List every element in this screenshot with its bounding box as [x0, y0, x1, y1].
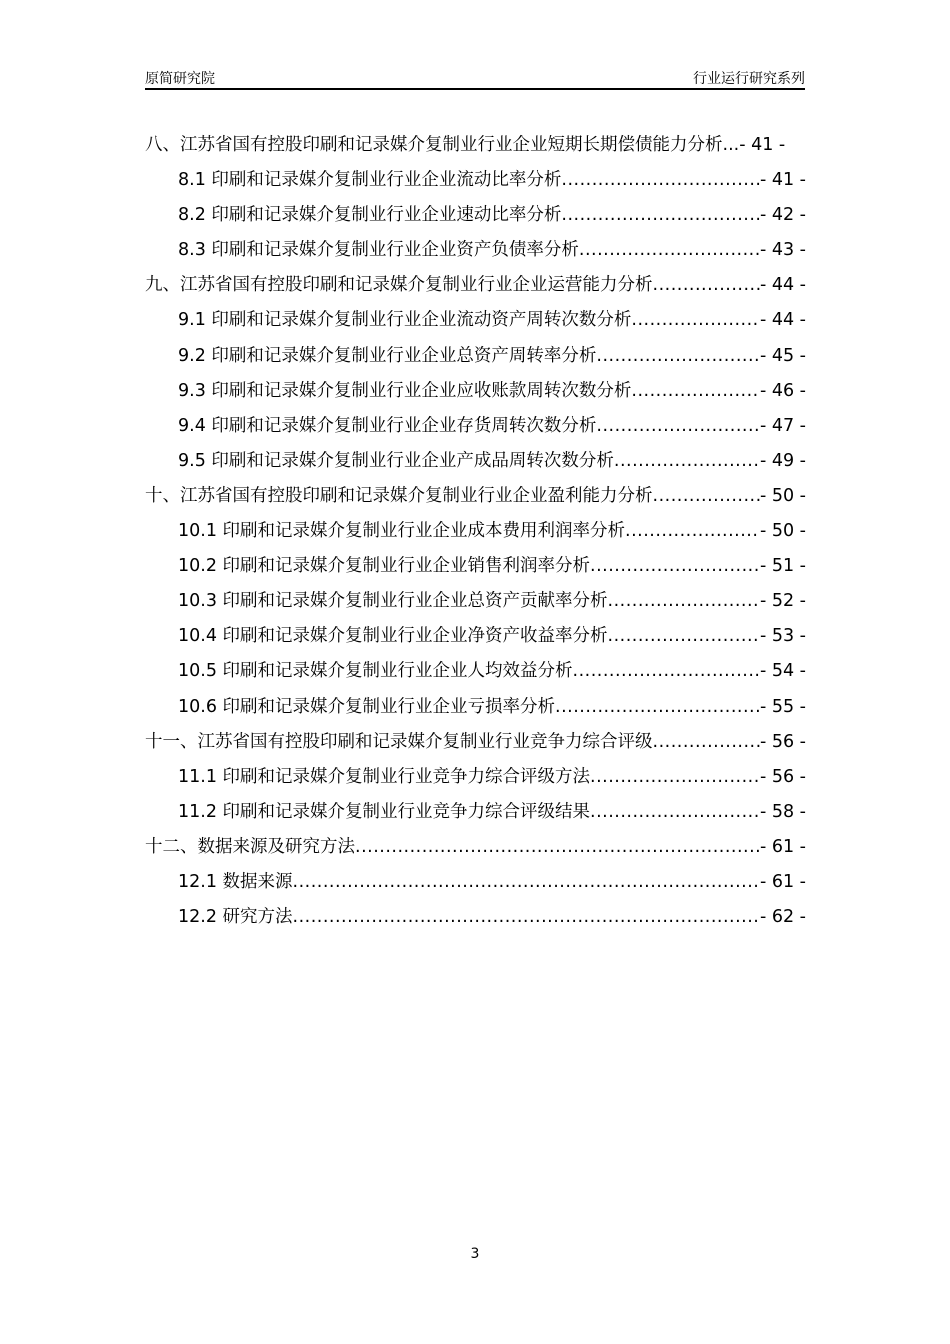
toc-entry[interactable]: [145, 654, 806, 689]
toc-leader: [608, 619, 760, 654]
toc-entry[interactable]: [145, 409, 806, 444]
toc-entry-title: 8.2 印刷和记录媒介复制业行业企业速动比率分析: [178, 205, 562, 226]
toc-entry-page: - 50 -: [759, 485, 806, 506]
toc-entry[interactable]: [145, 725, 806, 760]
toc-entry-page: - 41 -: [759, 170, 806, 191]
toc-entry-title: 八、江苏省国有控股印刷和记录媒介复制业行业企业短期长期偿债能力分析: [145, 135, 723, 155]
toc-entry[interactable]: [145, 760, 806, 795]
toc-entry-title: 8.1 印刷和记录媒介复制业行业企业流动比率分析: [178, 170, 562, 191]
toc-entry[interactable]: [145, 865, 806, 900]
toc-entry-title: 9.5 印刷和记录媒介复制业行业企业产成品周转次数分析: [178, 450, 614, 471]
toc-entry-title: 11.2 印刷和记录媒介复制业行业竞争力综合评级结果: [178, 801, 591, 822]
toc-entry-title: 10.2 印刷和记录媒介复制业行业企业销售利润率分析: [178, 556, 591, 577]
toc-leader: ...: [722, 135, 740, 155]
toc-entry-title: 9.3 印刷和记录媒介复制业行业企业应收账款周转次数分析: [178, 380, 632, 401]
toc-entry[interactable]: [145, 268, 806, 303]
toc-entry-page: - 47 -: [759, 415, 806, 436]
toc-entry-page: - 46 -: [759, 380, 806, 401]
toc-entry[interactable]: [145, 795, 806, 830]
toc-entry-title: 10.6 印刷和记录媒介复制业行业企业亏损率分析: [178, 696, 556, 717]
toc-entry-title: 9.2 印刷和记录媒介复制业行业企业总资产周转率分析: [178, 345, 597, 366]
toc-leader: [596, 409, 760, 444]
toc-leader: [573, 654, 760, 689]
toc-entry-page: - 62 -: [759, 907, 806, 928]
toc-entry-title: 11.1 印刷和记录媒介复制业行业竞争力综合评级方法: [178, 766, 591, 787]
toc-entry-page: - 56 -: [759, 731, 806, 752]
toc-leader: [590, 795, 760, 830]
toc-entry[interactable]: [145, 198, 806, 233]
table-of-contents: [145, 128, 806, 935]
toc-entry-title: 十一、江苏省国有控股印刷和记录媒介复制业行业竞争力综合评级: [145, 731, 653, 752]
toc-entry-title: 10.5 印刷和记录媒介复制业行业企业人均效益分析: [178, 661, 573, 682]
toc-entry-title: 十、江苏省国有控股印刷和记录媒介复制业行业企业盈利能力分析: [145, 485, 653, 506]
toc-entry-page: - 54 -: [759, 661, 806, 682]
toc-leader: [561, 198, 760, 233]
toc-leader: [596, 339, 760, 374]
toc-entry[interactable]: [145, 374, 806, 409]
toc-entry-page: - 52 -: [759, 591, 806, 612]
toc-entry[interactable]: [145, 163, 806, 198]
toc-entry-page: - 42 -: [759, 205, 806, 226]
toc-leader: [614, 444, 760, 479]
toc-entry-page: - 58 -: [759, 801, 806, 822]
toc-entry-page: - 44 -: [759, 275, 806, 296]
toc-leader: [555, 690, 760, 725]
toc-entry-page: - 51 -: [759, 556, 806, 577]
toc-entry[interactable]: [145, 690, 806, 725]
toc-entry-title: 10.3 印刷和记录媒介复制业行业企业总资产贡献率分析: [178, 591, 608, 612]
page-header: [145, 66, 805, 90]
toc-entry[interactable]: [145, 444, 806, 479]
toc-entry[interactable]: [145, 339, 806, 374]
toc-leader: [293, 865, 760, 900]
toc-entry-title: 10.4 印刷和记录媒介复制业行业企业净资产收益率分析: [178, 626, 608, 647]
toc-entry[interactable]: [145, 619, 806, 654]
header-left: 原简研究院: [145, 71, 215, 87]
toc-entry[interactable]: [145, 514, 806, 549]
toc-leader: [590, 549, 760, 584]
toc-entry[interactable]: [145, 479, 806, 514]
toc-leader: [653, 268, 760, 303]
toc-entry[interactable]: [145, 830, 806, 865]
toc-entry[interactable]: [145, 128, 806, 163]
toc-leader: [355, 830, 760, 865]
toc-entry-page: - 49 -: [759, 450, 806, 471]
page-number: 3: [470, 1246, 480, 1262]
toc-entry-title: 8.3 印刷和记录媒介复制业行业企业资产负债率分析: [178, 240, 579, 261]
toc-leader: [653, 479, 760, 514]
header-right: 行业运行研究系列: [693, 71, 805, 87]
toc-entry-title: 9.1 印刷和记录媒介复制业行业企业流动资产周转次数分析: [178, 310, 632, 331]
toc-leader: [590, 760, 760, 795]
toc-leader: [631, 374, 760, 409]
toc-entry-page: - 56 -: [759, 766, 806, 787]
toc-leader: [579, 233, 760, 268]
toc-leader: [293, 900, 760, 935]
toc-entry-title: 9.4 印刷和记录媒介复制业行业企业存货周转次数分析: [178, 415, 597, 436]
toc-entry-page: - 43 -: [759, 240, 806, 261]
toc-entry-page: - 61 -: [759, 871, 806, 892]
toc-entry-title: 10.1 印刷和记录媒介复制业行业企业成本费用利润率分析: [178, 521, 626, 542]
toc-leader: [653, 725, 760, 760]
toc-entry[interactable]: [145, 233, 806, 268]
toc-entry-title: 12.2 研究方法: [178, 907, 293, 928]
toc-entry-page: - 50 -: [759, 521, 806, 542]
toc-leader: [608, 584, 760, 619]
toc-leader: [631, 303, 760, 338]
toc-entry[interactable]: [145, 584, 806, 619]
toc-leader: [625, 514, 760, 549]
toc-entry-page: - 45 -: [759, 345, 806, 366]
toc-entry[interactable]: [145, 900, 806, 935]
toc-entry-page: - 55 -: [759, 696, 806, 717]
toc-entry[interactable]: [145, 549, 806, 584]
toc-entry-title: 十二、数据来源及研究方法: [145, 836, 355, 857]
toc-entry[interactable]: [145, 303, 806, 338]
toc-entry-page: - 41 -: [739, 135, 786, 155]
toc-entry-page: - 44 -: [759, 310, 806, 331]
toc-entry-title: 12.1 数据来源: [178, 871, 293, 892]
toc-leader: [561, 163, 760, 198]
toc-entry-page: - 61 -: [759, 836, 806, 857]
toc-entry-title: 九、江苏省国有控股印刷和记录媒介复制业行业企业运营能力分析: [145, 275, 653, 296]
toc-entry-page: - 53 -: [759, 626, 806, 647]
